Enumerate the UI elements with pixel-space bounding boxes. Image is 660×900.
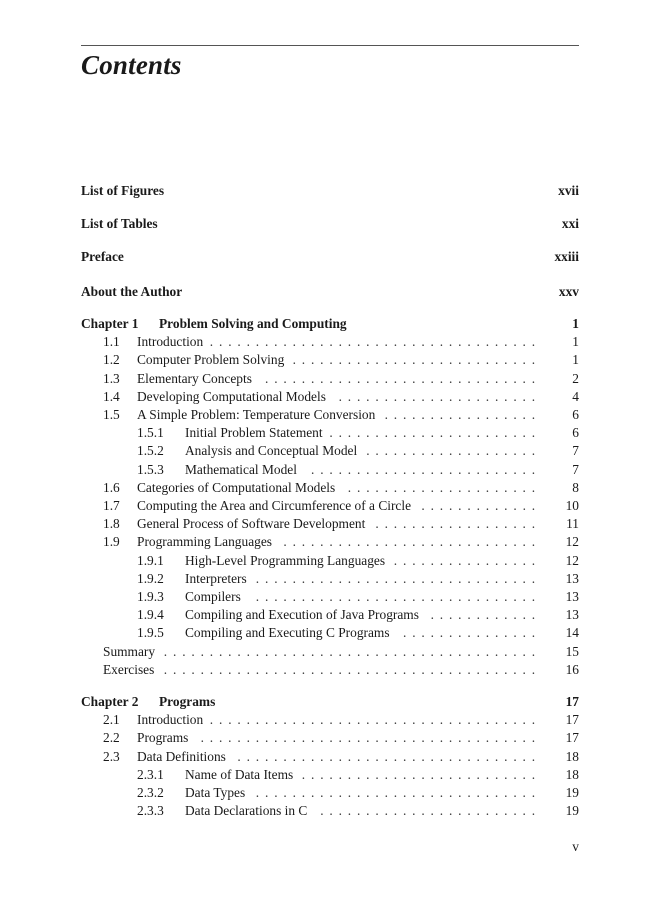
- entry-title: Categories of Computational Models: [137, 479, 336, 495]
- entry-title: Developing Computational Models: [137, 388, 326, 404]
- toc-section-entry[interactable]: [81, 533, 579, 551]
- entry-title: Programs: [137, 730, 189, 746]
- entry-title: Exercises: [103, 661, 155, 677]
- entry-number: 1.9.2: [137, 570, 164, 586]
- dot-leader: .....................: [347, 479, 541, 495]
- entry-page: 7: [572, 443, 579, 459]
- entry-number: 1.7: [103, 498, 120, 513]
- entry-title: Introduction: [137, 334, 204, 350]
- entry-number: 2.1: [103, 712, 120, 728]
- dot-leader: .........................................: [163, 643, 541, 659]
- entry-page: 6: [572, 407, 579, 422]
- entry-title: Preface: [81, 249, 124, 264]
- entry-page: 1: [572, 334, 579, 350]
- entry-number: 1.1: [103, 334, 120, 350]
- entry-page: 2: [572, 370, 579, 386]
- entry-title: Computing the Area and Circumference of a Circle: [137, 498, 412, 513]
- dot-leader: ................: [393, 552, 541, 568]
- entry-title: Initial Problem Statement: [185, 425, 323, 441]
- dot-leader: ...............................: [255, 570, 541, 586]
- entry-title: Data Types: [185, 785, 246, 800]
- entry-title: Interpreters: [185, 570, 247, 586]
- toc-subsection-entry[interactable]: [81, 552, 579, 570]
- entry-page: 13: [565, 570, 579, 586]
- dot-leader: .................: [384, 407, 541, 422]
- entry-number: 1.2: [103, 352, 120, 368]
- entry-number: 2.3.1: [137, 766, 164, 782]
- entry-number: 1.5: [103, 407, 120, 422]
- entry-title: Compiling and Execution of Java Programs: [185, 607, 419, 623]
- entry-number: 2.3.3: [137, 803, 164, 819]
- entry-title: Computer Problem Solving: [137, 352, 285, 368]
- entry-page: 13: [565, 589, 579, 604]
- entry-title: General Process of Software Development: [137, 516, 366, 532]
- chapter-label: Chapter 2: [81, 694, 139, 709]
- entry-title: Analysis and Conceptual Model: [185, 443, 358, 459]
- dot-leader: ......................: [338, 388, 541, 404]
- toc-frontmatter-entry[interactable]: [81, 215, 579, 233]
- toc-section-entry[interactable]: [81, 479, 579, 497]
- entry-number: 1.9.1: [137, 552, 164, 568]
- entry-page: xxi: [561, 216, 579, 231]
- entry-number: 2.2: [103, 730, 120, 746]
- dot-leader: ..........................: [301, 766, 541, 782]
- dot-leader: .....................................: [200, 730, 541, 746]
- toc-subsection-entry[interactable]: [81, 606, 579, 624]
- entry-page: 16: [565, 661, 579, 677]
- entry-page: 14: [565, 625, 579, 641]
- toc-section-entry[interactable]: [81, 370, 579, 388]
- chapter-title: Problem Solving and Computing: [159, 316, 347, 331]
- entry-page: 1: [572, 352, 579, 368]
- entry-number: 1.5.3: [137, 461, 164, 477]
- entry-number: 1.4: [103, 388, 120, 404]
- dot-leader: .........................................: [163, 661, 541, 677]
- toc-backmatter-entry[interactable]: [81, 661, 579, 679]
- toc-section-entry[interactable]: [81, 711, 579, 729]
- toc-subsection-entry[interactable]: [81, 461, 579, 479]
- entry-title: Data Declarations in C: [185, 803, 308, 819]
- entry-title: Programming Languages: [137, 534, 272, 550]
- entry-number: 1.3: [103, 370, 120, 386]
- entry-page: 19: [565, 803, 579, 819]
- entry-title: A Simple Problem: Temperature Conversion: [137, 407, 376, 422]
- toc-chapter-heading[interactable]: [81, 315, 579, 333]
- dot-leader: ..................: [375, 516, 541, 532]
- toc-section-entry[interactable]: [81, 729, 579, 747]
- toc-frontmatter-entry[interactable]: [81, 182, 579, 200]
- entry-title: Introduction: [137, 712, 204, 728]
- entry-page: 17: [565, 730, 579, 746]
- entry-page: xxiii: [554, 249, 579, 264]
- toc-subsection-entry[interactable]: [81, 588, 579, 606]
- dot-leader: .......................: [329, 425, 541, 441]
- entry-page: 4: [572, 388, 579, 404]
- entry-title: Name of Data Items: [185, 766, 294, 782]
- entry-title: Compiling and Executing C Programs: [185, 625, 390, 641]
- toc-frontmatter-entry[interactable]: [81, 248, 579, 266]
- entry-title: Mathematical Model: [185, 461, 297, 477]
- toc-section-entry[interactable]: [81, 406, 579, 424]
- toc-subsection-entry[interactable]: [81, 802, 579, 820]
- entry-number: 1.5.1: [137, 425, 164, 441]
- toc-subsection-entry[interactable]: [81, 570, 579, 588]
- entry-number: 2.3: [103, 748, 120, 764]
- dot-leader: ...............................: [255, 589, 541, 604]
- entry-page: xxv: [558, 284, 579, 299]
- entry-page: 8: [572, 479, 579, 495]
- dot-leader: ...........................: [292, 352, 541, 368]
- entry-page: 6: [572, 425, 579, 441]
- page-title: Contents: [81, 50, 182, 80]
- dot-leader: .........................: [311, 461, 541, 477]
- entry-page: 13: [565, 607, 579, 623]
- entry-number: 1.9.3: [137, 589, 164, 604]
- entry-title: Summary: [103, 643, 156, 659]
- entry-page: xvii: [558, 183, 579, 198]
- dot-leader: ....................................: [209, 334, 541, 350]
- toc-subsection-entry[interactable]: [81, 442, 579, 460]
- entry-number: 1.5.2: [137, 443, 164, 459]
- entry-page: 18: [565, 748, 579, 764]
- entry-page: 10: [565, 498, 579, 513]
- entry-number: 2.3.2: [137, 785, 164, 800]
- chapter-page: 1: [572, 316, 579, 331]
- toc-frontmatter-entry[interactable]: [81, 283, 579, 301]
- dot-leader: ...................: [366, 443, 541, 459]
- toc-section-entry[interactable]: [81, 748, 579, 766]
- entry-title: About the Author: [81, 284, 183, 299]
- entry-page: 18: [565, 766, 579, 782]
- entry-page: 15: [565, 643, 579, 659]
- dot-leader: ....................................: [209, 712, 541, 728]
- entry-title: High-Level Programming Languages: [185, 552, 386, 568]
- dot-leader: ..............................: [265, 370, 541, 386]
- toc-subsection-entry[interactable]: [81, 424, 579, 442]
- toc-backmatter-entry[interactable]: [81, 643, 579, 661]
- dot-leader: .................................: [237, 748, 541, 764]
- dot-leader: ............: [430, 607, 541, 623]
- entry-number: 1.9.4: [137, 607, 164, 623]
- entry-title: Compilers: [185, 589, 241, 604]
- dot-leader: ............................: [283, 534, 541, 550]
- entry-title: List of Tables: [81, 216, 158, 231]
- entry-page: 12: [565, 552, 579, 568]
- chapter-title: Programs: [159, 694, 216, 709]
- chapter-label: Chapter 1: [81, 316, 139, 331]
- entry-number: 1.6: [103, 479, 120, 495]
- dot-leader: ...............................: [255, 785, 541, 800]
- dot-leader: .............: [421, 498, 541, 513]
- toc-subsection-entry[interactable]: [81, 624, 579, 642]
- entry-number: 1.9.5: [137, 625, 164, 641]
- toc-section-entry[interactable]: [81, 515, 579, 533]
- page-number: v: [572, 839, 579, 854]
- entry-page: 19: [565, 785, 579, 800]
- dot-leader: ...............: [403, 625, 541, 641]
- chapter-page: 17: [565, 694, 579, 709]
- toc-section-entry[interactable]: [81, 388, 579, 406]
- top-rule: [81, 45, 579, 46]
- toc-chapter-heading[interactable]: [81, 693, 579, 711]
- entry-number: 1.8: [103, 516, 120, 532]
- toc-section-entry[interactable]: [81, 351, 579, 369]
- entry-page: 17: [565, 712, 579, 728]
- entry-page: 12: [565, 534, 579, 550]
- entry-page: 11: [566, 516, 579, 532]
- toc-subsection-entry[interactable]: [81, 784, 579, 802]
- dot-leader: ........................: [320, 803, 541, 819]
- entry-title: Elementary Concepts: [137, 370, 252, 386]
- entry-title: Data Definitions: [137, 748, 226, 764]
- entry-number: 1.9: [103, 534, 120, 550]
- toc-section-entry[interactable]: [81, 497, 579, 515]
- entry-page: 7: [572, 461, 579, 477]
- entry-title: List of Figures: [81, 183, 165, 198]
- toc-subsection-entry[interactable]: [81, 766, 579, 784]
- toc-section-entry[interactable]: [81, 333, 579, 351]
